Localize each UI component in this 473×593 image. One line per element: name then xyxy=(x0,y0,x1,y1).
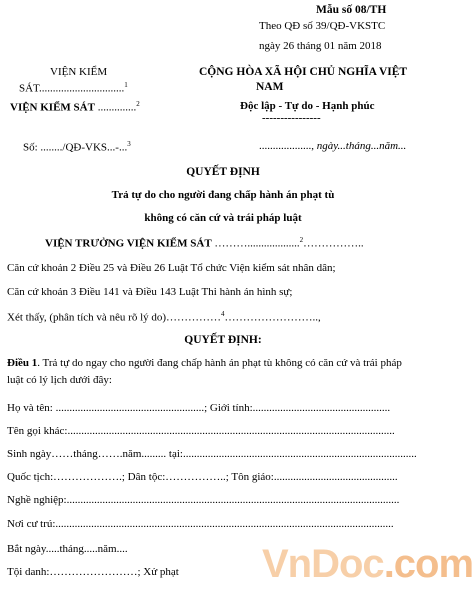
article-1: Điều 1. Trả tự do ngay cho người đang chấp hành án phạt tù không có căn cứ và trái pháp xyxy=(7,357,402,369)
vndoc-watermark: VnDoc.com xyxy=(262,542,473,586)
legal-basis-2: Căn cứ khoản 3 Điều 141 và Điều 143 Luật Thi hành án hình sự; xyxy=(7,286,293,298)
field-name: Họ và tên: ......................................................; Giới tính:.................................................. xyxy=(7,402,391,414)
document-place-date: ..................., ngày...tháng...năm... xyxy=(259,140,407,152)
motto-rule: ---------------- xyxy=(262,112,321,124)
authority-heading: VIỆN TRƯỞNG VIỆN KIỂM SÁT ………...................$^2$…………….. xyxy=(45,236,364,250)
field-occupation: Nghề nghiệp:......................................................................................................................... xyxy=(7,494,400,506)
form-date: ngày 26 tháng 01 năm 2018 xyxy=(259,40,382,52)
field-birth: Sinh ngày……tháng…….năm......... tại:..................................................................................... xyxy=(7,448,417,460)
issuer-line2: SÁT...............................$^1$ xyxy=(19,81,128,95)
national-title-cont: NAM xyxy=(256,81,284,93)
reason-line: Xét thấy, (phân tích và nêu rõ lý do)……………$^4$…………………….., xyxy=(7,310,321,324)
form-code: Mẫu số 08/TH xyxy=(316,4,387,16)
document-number: Số: ......../QĐ-VKS...-...$^3$ xyxy=(23,140,131,154)
field-residence: Nơi cư trú:........................................................................................................................... xyxy=(7,518,394,530)
field-arrest-date: Bắt ngày.....tháng.....năm.... xyxy=(7,543,128,555)
field-charge: Tội danh:……………………; Xử phạt xyxy=(7,566,179,578)
field-alias: Tên gọi khác:....................................................................................................................... xyxy=(7,425,395,437)
article-1-cont: luật có lý lịch dưới đây: xyxy=(7,374,112,386)
decision-title: QUYẾT ĐỊNH xyxy=(186,166,260,178)
issuer-line3: VIỆN KIỂM SÁT ..............$^2$ xyxy=(10,100,140,114)
decision-heading: QUYẾT ĐỊNH: xyxy=(184,334,262,346)
field-nationality: Quốc tịch:……………….; Dân tộc:……………..; Tôn giáo:............................................. xyxy=(7,471,398,483)
issuer-line1: VIỆN KIỂM xyxy=(50,66,108,78)
decision-subtitle-2: không có căn cứ và trái pháp luật xyxy=(144,212,302,224)
decision-subtitle-1: Trả tự do cho người đang chấp hành án phạt tù xyxy=(111,189,335,201)
national-title: CỘNG HÒA XÃ HỘI CHỦ NGHĨA VIỆT xyxy=(199,66,408,78)
form-reference: Theo QĐ số 39/QĐ-VKSTC xyxy=(259,20,386,32)
legal-basis-1: Căn cứ khoản 2 Điều 25 và Điều 26 Luật Tổ chức Viện kiểm sát nhân dân; xyxy=(7,262,336,274)
national-motto: Độc lập - Tự do - Hạnh phúc xyxy=(240,100,375,112)
